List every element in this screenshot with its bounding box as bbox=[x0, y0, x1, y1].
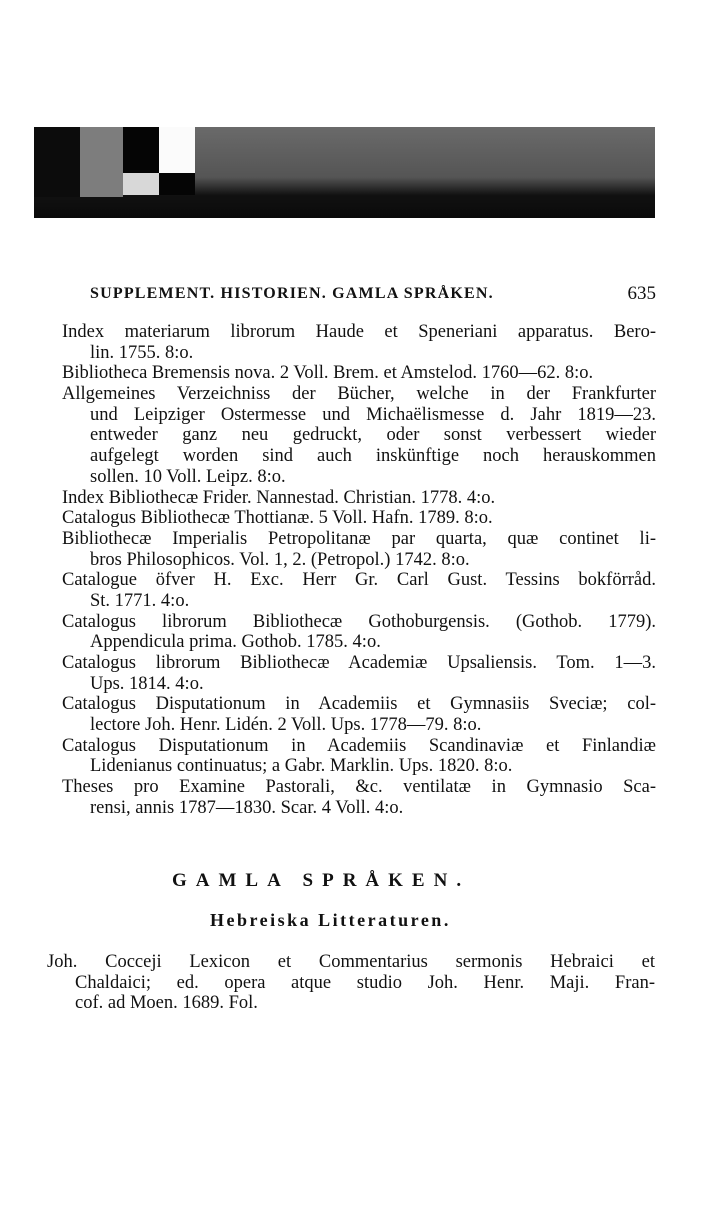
bibliography-entry bbox=[62, 529, 656, 570]
bibliography-entry bbox=[62, 694, 656, 735]
color-patch bbox=[34, 127, 80, 197]
entry-line: bros Philosophicos. Vol. 1, 2. (Petropol.) 1742. 8:o. bbox=[90, 549, 470, 570]
entry-line: Theses pro Examine Pastorali, &c. ventilatæ in Gymnasio Sca- bbox=[62, 777, 656, 798]
entry-line: Bibliothecæ Imperialis Petropolitanæ par quarta, quæ continet li- bbox=[62, 528, 656, 549]
entry-line: Index materiarum librorum Haude et Speneriani apparatus. Bero- bbox=[62, 322, 656, 342]
bibliography-entry bbox=[62, 570, 656, 611]
bibliography-entry bbox=[62, 384, 656, 487]
entry-line: und Leipziger Ostermesse und Michaëlismesse d. Jahr 1819—23. bbox=[90, 404, 656, 425]
page-number: 635 bbox=[627, 283, 656, 304]
entry-line: Lidenianus continuatus; a Gabr. Marklin. Ups. 1820. 8:o. bbox=[90, 756, 513, 777]
entry-line: Catalogus librorum Bibliothecæ Academiæ Upsaliensis. Tom. 1—3. bbox=[62, 653, 656, 673]
color-patch bbox=[80, 127, 123, 197]
entry-line: lin. 1755. 8:o. bbox=[90, 342, 194, 363]
section-title: GAMLA SPRÅKEN. bbox=[172, 870, 471, 891]
entry-line: Chaldaici; ed. opera atque studio Joh. Henr. Maji. Fran- bbox=[75, 972, 655, 993]
bibliography-entry bbox=[47, 952, 655, 1014]
entry-line: sollen. 10 Voll. Leipz. 8:o. bbox=[90, 466, 286, 487]
entry-line: Ups. 1814. 4:o. bbox=[90, 673, 204, 694]
bibliography-entry bbox=[62, 508, 656, 529]
bibliography-list bbox=[62, 322, 656, 819]
entry-line: Bibliotheca Bremensis nova. 2 Voll. Brem. et Amstelod. 1760—62. 8:o. bbox=[62, 363, 594, 384]
entry-line: Index Bibliothecæ Frider. Nannestad. Christian. 1778. 4:o. bbox=[62, 487, 496, 508]
color-patch bbox=[123, 127, 159, 173]
section-subtitle: Hebreiska Litteraturen. bbox=[210, 910, 451, 930]
section-bibliography-list bbox=[47, 952, 655, 1014]
bibliography-entry bbox=[62, 777, 656, 818]
entry-line: St. 1771. 4:o. bbox=[90, 590, 190, 611]
entry-line: lectore Joh. Henr. Lidén. 2 Voll. Ups. 1778—79. 8:o. bbox=[90, 715, 482, 736]
entry-line: entweder ganz neu gedruckt, oder sonst verbessert wieder bbox=[90, 425, 656, 446]
bibliography-entry bbox=[62, 488, 656, 509]
running-header bbox=[90, 285, 656, 303]
bibliography-entry bbox=[62, 653, 656, 694]
entry-line: Catalogus Bibliothecæ Thottianæ. 5 Voll. Hafn. 1789. 8:o. bbox=[62, 508, 493, 529]
bibliography-entry bbox=[62, 322, 656, 363]
bibliography-entry bbox=[62, 363, 656, 384]
color-patch bbox=[123, 173, 159, 195]
bibliography-entry bbox=[62, 612, 656, 653]
entry-line: Catalogus Disputationum in Academiis et Gymnasiis Sveciæ; col- bbox=[62, 694, 656, 715]
entry-line: Allgemeines Verzeichniss der Bücher, welche in der Frankfurter bbox=[62, 384, 656, 405]
entry-line: Catalogue öfver H. Exc. Herr Gr. Carl Gust. Tessins bokförråd. bbox=[62, 570, 656, 591]
entry-line: Joh. Cocceji Lexicon et Commentarius sermonis Hebraici et bbox=[47, 952, 655, 972]
running-title: SUPPLEMENT. HISTORIEN. GAMLA SPRÅKEN. bbox=[90, 285, 494, 302]
entry-line: cof. ad Moen. 1689. Fol. bbox=[75, 993, 258, 1014]
entry-line: rensi, annis 1787—1830. Scar. 4 Voll. 4:o. bbox=[90, 797, 404, 818]
bibliography-entry bbox=[62, 736, 656, 777]
scan-calibration-strip bbox=[34, 127, 655, 218]
entry-line: Catalogus Disputationum in Academiis Scandinaviæ et Finlandiæ bbox=[62, 735, 656, 756]
entry-line: Catalogus librorum Bibliothecæ Gothoburgensis. (Gothob. 1779). bbox=[62, 611, 656, 632]
color-patch bbox=[159, 173, 195, 195]
entry-line: aufgelegt worden sind auch inskünftige noch herauskommen bbox=[90, 446, 656, 467]
color-patch bbox=[159, 127, 195, 173]
entry-line: Appendicula prima. Gothob. 1785. 4:o. bbox=[90, 632, 381, 653]
